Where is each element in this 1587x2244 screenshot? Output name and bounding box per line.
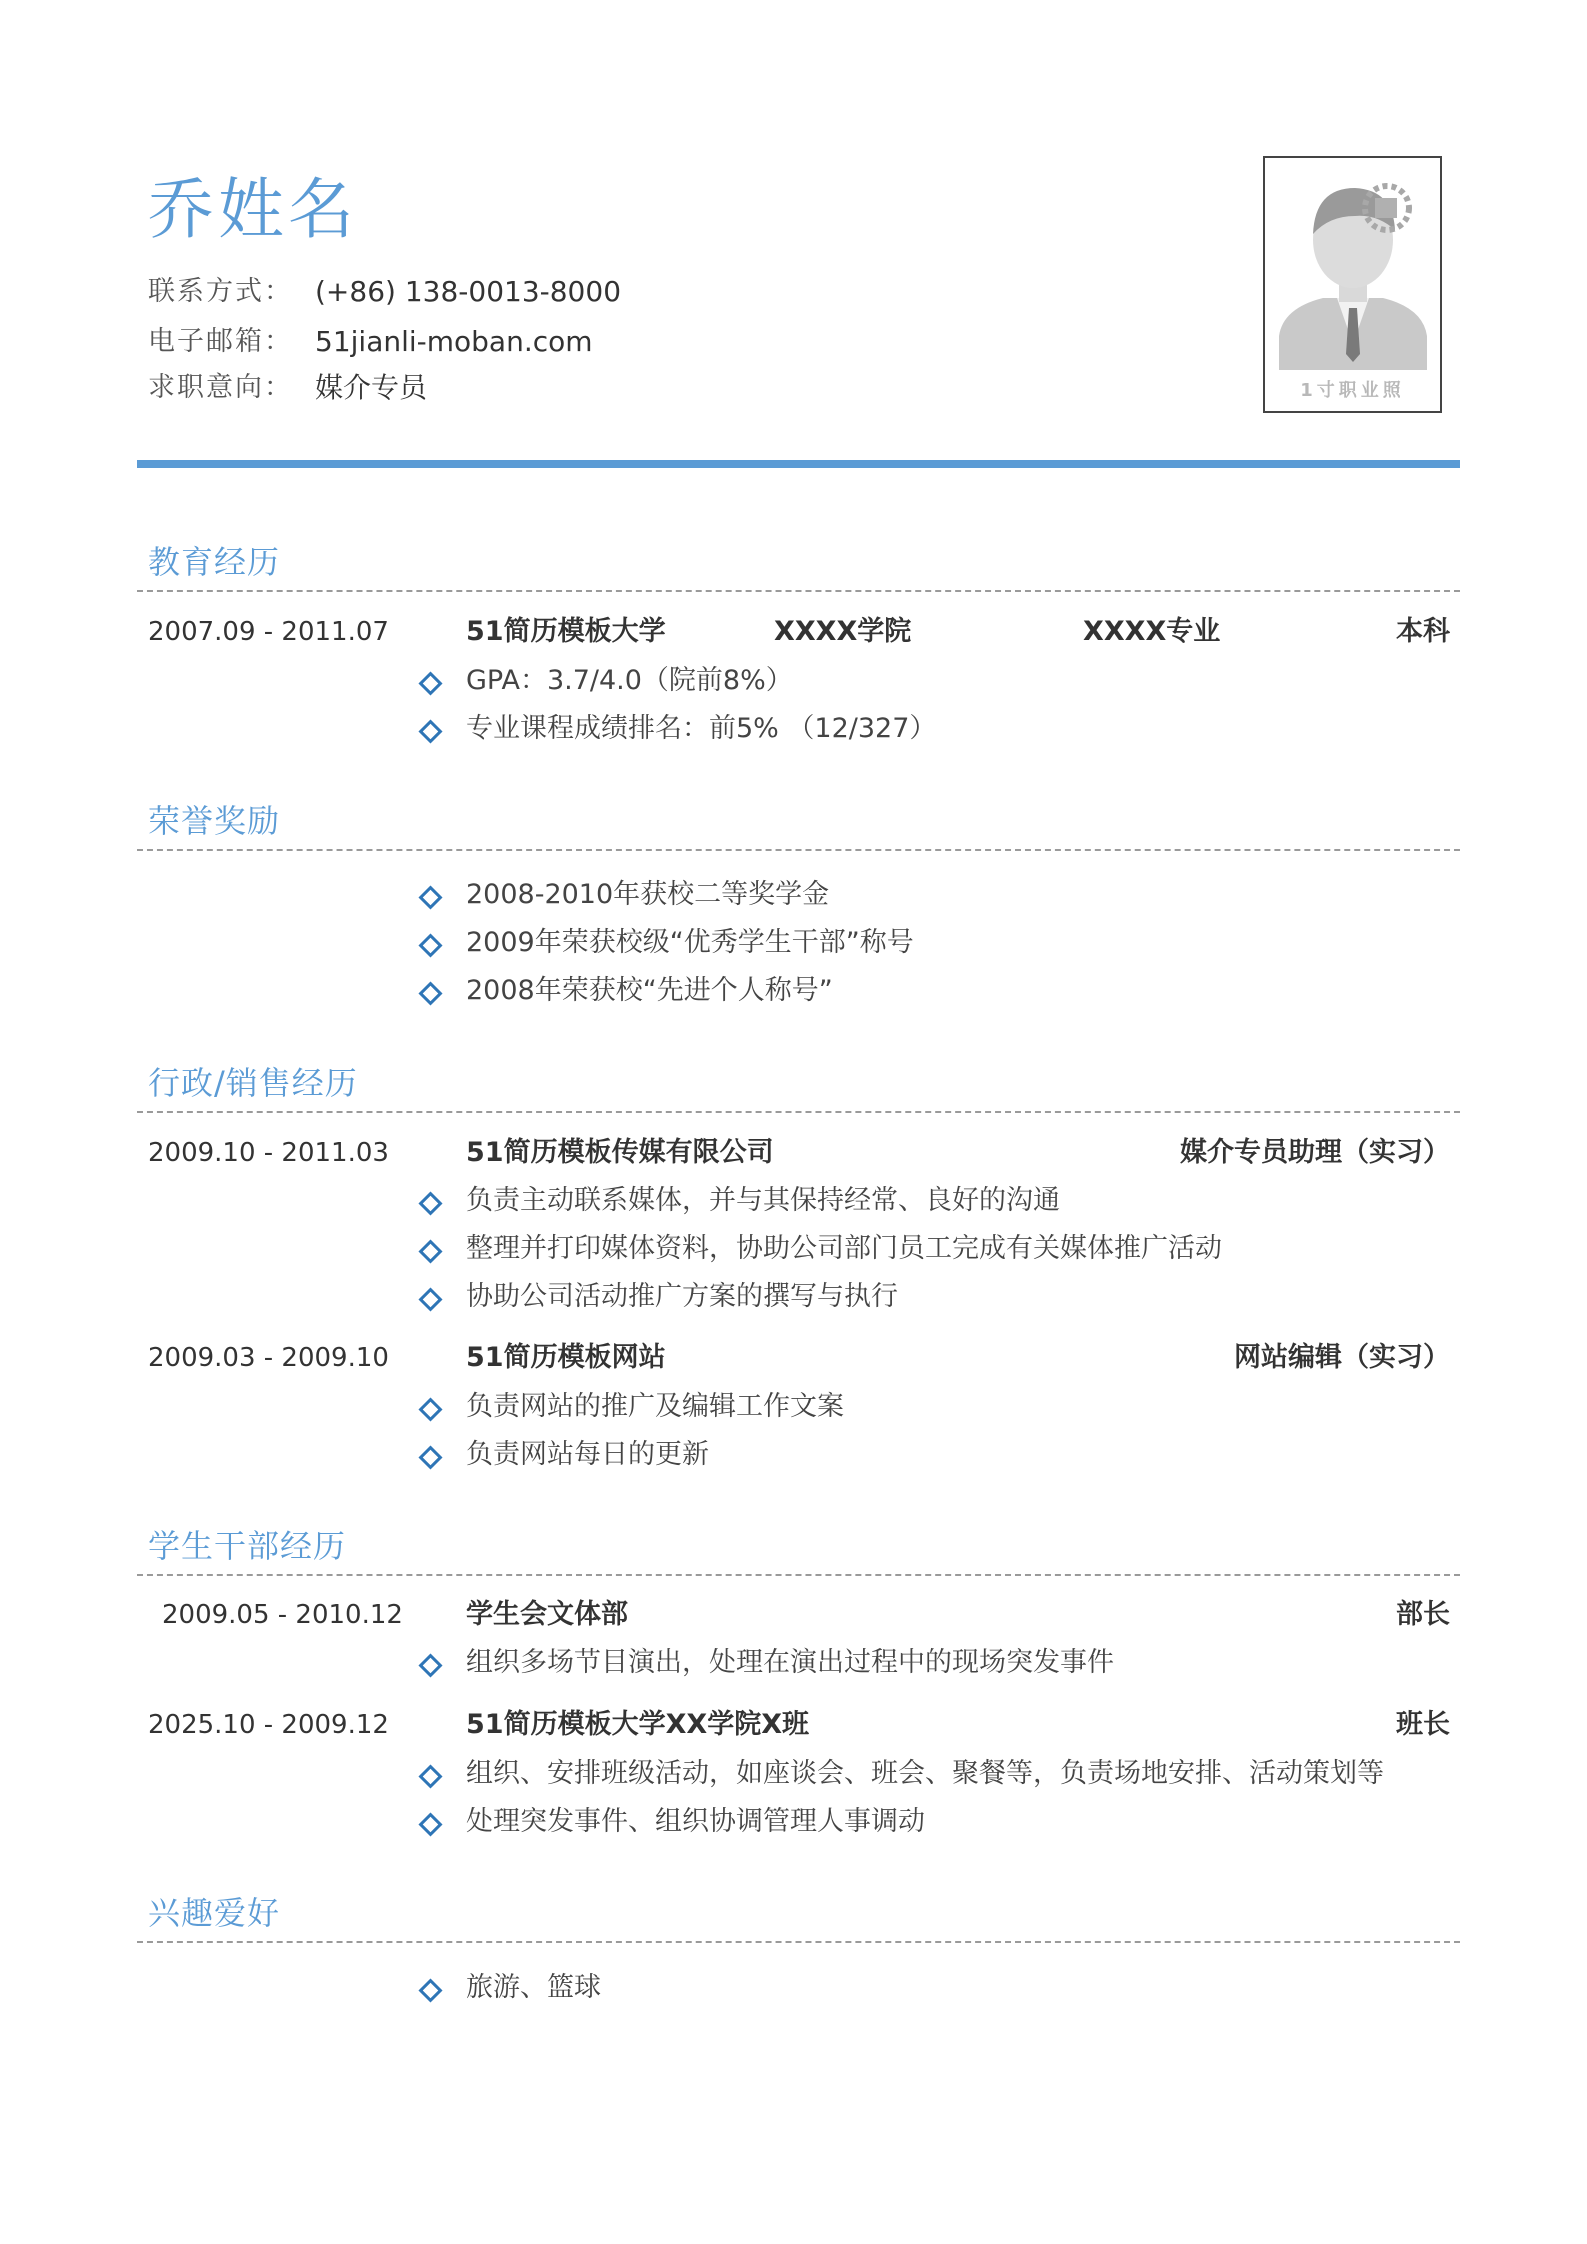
objective-value: 媒介专员 [315,371,428,404]
list-item [420,878,1400,912]
student-date: 2009.05 - 2010.12 [162,1600,403,1630]
list-item [420,926,1400,960]
list-item-text: 2008年荣获校“先进个人称号” [466,975,833,1006]
list-item-text: 负责网站的推广及编辑工作文案 [466,1391,844,1422]
list-item [420,1438,1400,1472]
email-label: 电子邮箱： [148,326,293,357]
list-item [420,1757,1400,1791]
list-item-text: 处理突发事件、组织协调管理人事调动 [466,1806,925,1837]
section-divider [137,1111,1460,1113]
student-section-title: 学生干部经历 [148,1527,347,1565]
list-item [420,664,1400,698]
list-item [420,1390,1400,1424]
list-item-text: GPA：3.7/4.0（院前8%） [466,665,793,696]
candidate-name: 乔姓名 [148,171,358,248]
education-college: XXXX学院 [774,616,912,647]
work-organization: 51简历模板网站 [466,1342,666,1373]
work-date: 2009.03 - 2009.10 [148,1343,389,1373]
work-role: 媒介专员助理（实习） [1180,1137,1450,1168]
list-item [420,1184,1400,1218]
person-silhouette-icon [1265,158,1440,411]
student-organization: 学生会文体部 [466,1599,628,1630]
list-item-text: 协助公司活动推广方案的撰写与执行 [466,1281,898,1312]
list-item-text: 整理并打印媒体资料，协助公司部门员工完成有关媒体推广活动 [466,1233,1222,1264]
contact-label: 联系方式： [148,276,293,307]
list-item-text: 负责主动联系媒体，并与其保持经常、良好的沟通 [466,1185,1060,1216]
section-divider [137,1574,1460,1576]
hobbies-section-title: 兴趣爱好 [148,1894,281,1932]
diamond-bullet-icon [418,981,442,1005]
diamond-bullet-icon [418,1239,442,1263]
photo-caption: 1寸职业照 [1300,380,1405,401]
list-item-text: 2009年荣获校级“优秀学生干部”称号 [466,927,914,958]
honors-section-title: 荣誉奖励 [148,802,281,840]
education-section-title: 教育经历 [148,543,281,581]
diamond-bullet-icon [418,1191,442,1215]
list-item [420,1232,1400,1266]
section-divider [137,590,1460,592]
diamond-bullet-icon [418,671,442,695]
list-item [420,1805,1400,1839]
list-item-text: 专业课程成绩排名：前5% （12/327） [466,713,937,744]
student-date: 2025.10 - 2009.12 [148,1710,389,1740]
list-item [420,1280,1400,1314]
list-item-text: 负责网站每日的更新 [466,1439,709,1470]
diamond-bullet-icon [418,1653,442,1677]
student-role: 部长 [1396,1599,1450,1630]
list-item-text: 组织多场节目演出，处理在演出过程中的现场突发事件 [466,1647,1114,1678]
email-value: 51jianli-moban.com [315,325,593,358]
diamond-bullet-icon [418,1764,442,1788]
header-divider [137,460,1460,468]
work-role: 网站编辑（实习） [1234,1342,1450,1373]
section-divider [137,1941,1460,1943]
list-item [420,1971,1400,2005]
education-date: 2007.09 - 2011.07 [148,617,389,647]
work-date: 2009.10 - 2011.03 [148,1138,389,1168]
list-item-text: 2008-2010年获校二等奖学金 [466,879,830,910]
section-divider [137,849,1460,851]
diamond-bullet-icon [418,719,442,743]
objective-label: 求职意向： [148,372,293,403]
diamond-bullet-icon [418,933,442,957]
list-item [420,974,1400,1008]
work-section-title: 行政/销售经历 [148,1064,358,1102]
diamond-bullet-icon [418,1812,442,1836]
diamond-bullet-icon [418,1445,442,1469]
list-item-text: 组织、安排班级活动，如座谈会、班会、聚餐等，负责场地安排、活动策划等 [466,1758,1384,1789]
student-organization: 51简历模板大学XX学院X班 [466,1709,810,1740]
education-school: 51简历模板大学 [466,616,666,647]
profile-photo-placeholder [1263,156,1442,413]
diamond-bullet-icon [418,885,442,909]
education-major: XXXX专业 [1083,616,1221,647]
list-item [420,1646,1400,1680]
list-item [420,712,1400,746]
work-organization: 51简历模板传媒有限公司 [466,1137,774,1168]
education-degree: 本科 [1396,616,1450,647]
diamond-bullet-icon [418,1287,442,1311]
list-item-text: 旅游、篮球 [466,1972,601,2003]
diamond-bullet-icon [418,1978,442,2002]
contact-value: (+86) 138-0013-8000 [315,275,622,308]
diamond-bullet-icon [418,1397,442,1421]
student-role: 班长 [1396,1709,1450,1740]
